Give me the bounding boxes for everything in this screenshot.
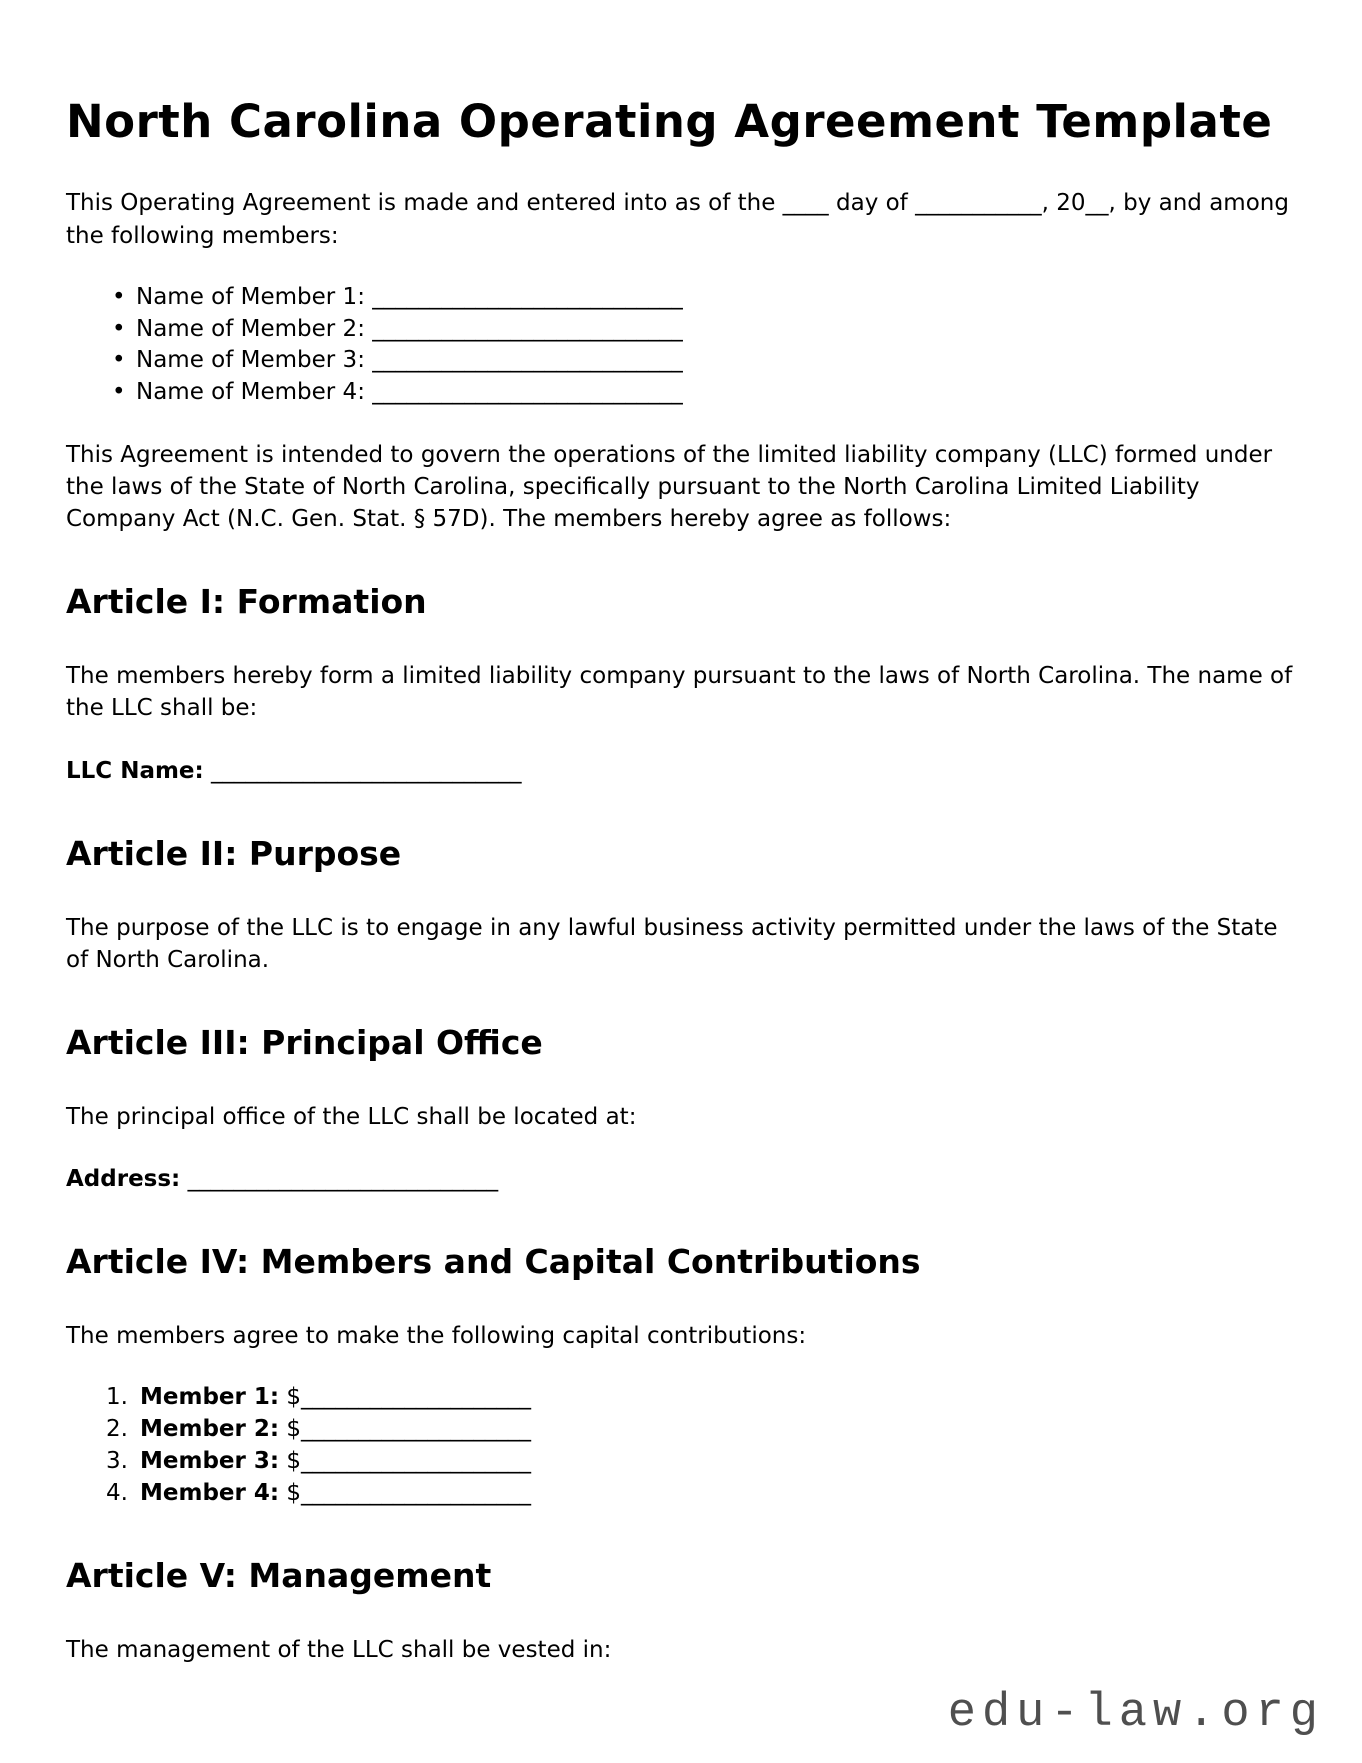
member-name-item-3	[66, 345, 1296, 377]
governing-law-paragraph: This Agreement is intended to govern the operations of the limited liability company (LLC) formed under the laws of the State of North Carolina, specifically pursuant to the North Carolina Limited Liability Company Act (N.C. Gen. Stat. § 57D). The members hereby agree as follows:	[66, 441, 1273, 533]
contribution-number: 2.	[106, 1416, 128, 1443]
address-field	[66, 1163, 1296, 1195]
contribution-label: Member 3:	[140, 1447, 280, 1474]
member-name-item-2	[66, 314, 1296, 346]
contribution-blank: ____________________	[301, 1447, 532, 1474]
site-watermark: edu-law.org	[947, 1687, 1324, 1741]
contribution-number: 4.	[106, 1479, 128, 1506]
contribution-label: Member 4:	[140, 1479, 280, 1506]
member-name-label: Name of Member 4:	[136, 378, 365, 405]
contribution-blank: ____________________	[301, 1416, 532, 1443]
article3-body: The principal office of the LLC shall be located at:	[66, 1103, 637, 1130]
currency-symbol: $	[286, 1384, 302, 1411]
member-name-blank: ___________________________	[372, 347, 683, 374]
member-name-list	[66, 282, 1296, 409]
article5-heading: Article V: Management	[66, 1556, 492, 1596]
article1-heading: Article I: Formation	[66, 582, 427, 622]
article1-body: The members hereby form a limited liability company pursuant to the laws of North Carolina. The name of the LLC shall be:	[66, 663, 1293, 722]
contribution-blank: ____________________	[301, 1384, 532, 1411]
member-name-item-4	[66, 377, 1296, 409]
member-name-label: Name of Member 3:	[136, 347, 365, 374]
member-name-blank: ___________________________	[372, 378, 683, 405]
article3-heading: Article III: Principal Office	[66, 1022, 543, 1062]
document-title: North Carolina Operating Agreement Template	[66, 95, 1273, 148]
currency-symbol: $	[286, 1416, 302, 1443]
contribution-blank: ____________________	[301, 1479, 532, 1506]
currency-symbol: $	[286, 1479, 302, 1506]
member-name-label: Name of Member 1:	[136, 283, 365, 310]
intro-paragraph: This Operating Agreement is made and entered into as of the ____ day of ___________, 20__, by and among the following members:	[66, 190, 1289, 249]
contribution-item-1	[106, 1382, 1296, 1414]
contribution-label: Member 2:	[140, 1416, 280, 1443]
contribution-number: 3.	[106, 1447, 128, 1474]
contribution-item-4	[106, 1478, 1296, 1510]
article4-heading: Article IV: Members and Capital Contributions	[66, 1242, 921, 1282]
member-name-item-1	[66, 282, 1296, 314]
capital-contribution-list	[66, 1382, 1296, 1509]
contribution-item-2	[106, 1414, 1296, 1446]
member-name-blank: ___________________________	[372, 315, 683, 342]
member-name-blank: ___________________________	[372, 283, 683, 310]
llc-name-blank: ___________________________	[211, 757, 522, 784]
address-label: Address:	[66, 1166, 181, 1193]
address-blank: ___________________________	[187, 1166, 499, 1193]
contribution-number: 1.	[106, 1384, 128, 1411]
article4-body: The members agree to make the following capital contributions:	[66, 1323, 807, 1350]
article2-body: The purpose of the LLC is to engage in any lawful business activity permitted under the laws of the State of North Carolina.	[66, 914, 1278, 973]
currency-symbol: $	[286, 1447, 302, 1474]
contribution-item-3	[106, 1446, 1296, 1478]
contribution-label: Member 1:	[140, 1384, 280, 1411]
member-name-label: Name of Member 2:	[136, 315, 365, 342]
llc-name-label: LLC Name:	[66, 757, 204, 784]
article2-heading: Article II: Purpose	[66, 833, 402, 873]
article5-body: The management of the LLC shall be vested in:	[66, 1637, 612, 1664]
llc-name-field	[66, 755, 1296, 787]
